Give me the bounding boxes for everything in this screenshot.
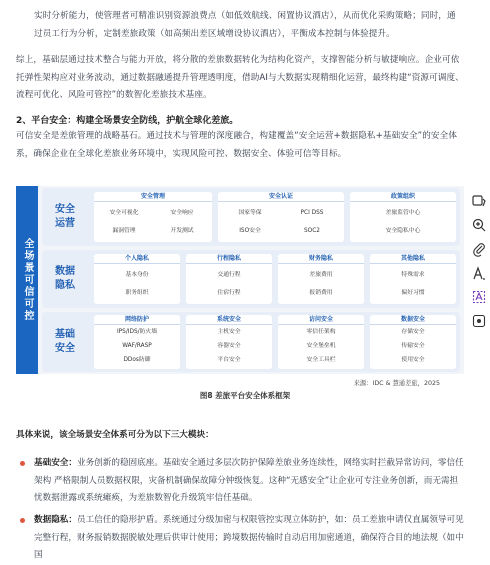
cell: 使用安全 bbox=[374, 355, 452, 367]
cell: 开发测试 bbox=[156, 226, 208, 238]
cell: 主机安全 bbox=[190, 327, 268, 339]
panel-finance-privacy: 财务隐私 差旅费用 报销费用 bbox=[278, 254, 364, 304]
section-heading-platform-security: 2、平台安全：构建全场景安全防线，护航全球化差旅。 bbox=[16, 116, 239, 126]
cell: 存储安全 bbox=[374, 327, 452, 339]
annotate-icon[interactable] bbox=[470, 288, 488, 306]
cell: 交通行程 bbox=[192, 270, 266, 282]
panel-other-privacy: 其他隐私 特殊需求 偏好习惯 bbox=[370, 254, 456, 304]
cell: SOC2 bbox=[284, 226, 340, 238]
ai-icon[interactable] bbox=[470, 312, 488, 330]
panel-trip-privacy: 行程隐私 交通行程 住宿行程 bbox=[186, 254, 272, 304]
cell: ISO安全 bbox=[222, 226, 278, 238]
cell: 职务组织 bbox=[100, 288, 174, 300]
side-label: 全场景可信可控 bbox=[16, 186, 38, 374]
panel-security-certification: 安全认证 国家等保 PCI DSS ISO安全 SOC2 bbox=[218, 192, 344, 242]
cell: 偏好习惯 bbox=[376, 288, 450, 300]
band-security-operations bbox=[42, 188, 460, 246]
cell: 差旅费用 bbox=[284, 270, 358, 282]
cell: 安全响应 bbox=[156, 208, 208, 220]
side-toolbar bbox=[468, 186, 490, 386]
panel-data-security: 数据安全 存储安全 传输安全 使用安全 bbox=[370, 315, 456, 369]
panel-network-protection: 网络防护 IPS/IDS/防火墙 WAF/RASP DDos防御 bbox=[94, 315, 180, 369]
list-item: 数据隐私：员工信任的隐形护盾。系统通过分级加密与权限管控实现立体防护，如：员工差旅申请仅直属领导可见完整行程，财务报销数据脱敏处理后供审计使用；跨境数据传输时自动启用加密通道，确保符合目的地法规（如中国 bbox=[34, 512, 464, 565]
cell: WAF/RASP bbox=[98, 341, 176, 353]
cell: 安全工具栏 bbox=[282, 355, 360, 367]
band-title: 基础 安全 bbox=[55, 329, 75, 354]
cell: 平台安全 bbox=[190, 355, 268, 367]
text-icon[interactable] bbox=[470, 264, 488, 282]
cell: 基本身份 bbox=[100, 270, 174, 282]
zoom-icon[interactable] bbox=[470, 216, 488, 234]
cell: 安全可视化 bbox=[98, 208, 150, 220]
paragraph-procurement: 实时分析能力，使管理者可精准识别资源浪费点（如低效航线、闲置协议酒店），从而优化采购策略；同时，通过员工行为分析，定制差旅政策（如高频出差区域增设协议酒店），平衡成本控制与体验提升。 bbox=[34, 11, 456, 39]
panel-access-security: 访问安全 零信任架构 安全堡垒机 安全工具栏 bbox=[278, 315, 364, 369]
cell: 安全堡垒机 bbox=[282, 341, 360, 353]
cell: PCI DSS bbox=[284, 208, 340, 220]
figure-source: 来源：IDC & 慧通差旅，2025 bbox=[353, 380, 440, 387]
cell: 零信任架构 bbox=[282, 327, 360, 339]
cell: DDos防御 bbox=[98, 355, 176, 367]
attach-icon[interactable] bbox=[470, 240, 488, 258]
cell: 特殊需求 bbox=[376, 270, 450, 282]
translate-icon[interactable] bbox=[470, 192, 488, 210]
list-item: 基础安全：业务创新的稳固底座。基础安全通过多层次防护保障差旅业务连续性，网络实时拦截异常访问，零信任架构 严格限制人员数据权限，灾备机制确保故障分钟级恢复。这种“无感安全”让企业可专注业务创新，而无需担忧数据泄露或系统瘫痪，为差旅数智化升级筑牢信任基础。 bbox=[34, 455, 464, 508]
band-title: 安全 运营 bbox=[55, 204, 75, 229]
panel-system-security: 系统安全 主机安全 容器安全 平台安全 bbox=[186, 315, 272, 369]
paragraph-trusted-security: 可信安全是差旅管理的战略基石。通过技术与管理的深度融合，构建覆盖“安全运营+数据隐私+基础安全”的安全体系，确保企业在全球化差旅业务环境中，实现风险可控、数据安全、体验可信等目标。 bbox=[16, 131, 458, 159]
cell: 国家等保 bbox=[222, 208, 278, 220]
cell: 住宿行程 bbox=[192, 288, 266, 300]
band-data-privacy bbox=[42, 250, 460, 308]
cell: 差旅监管中心 bbox=[358, 208, 448, 220]
cell: 漏洞管理 bbox=[98, 226, 150, 238]
band-basic-security bbox=[42, 312, 460, 372]
cell: 报销费用 bbox=[284, 288, 358, 300]
section-intro: 具体来说，该全场景安全体系可分为以下三大模块： bbox=[16, 430, 214, 440]
panel-personal-privacy: 个人隐私 基本身份 职务组织 bbox=[94, 254, 180, 304]
cell: 安全隐私中心 bbox=[358, 226, 448, 238]
cell: 容器安全 bbox=[190, 341, 268, 353]
paragraph-summary: 综上，基础层通过技术整合与能力开放，将分散的差旅数据转化为结构化资产，支撑智能分析与敏捷响应。企业可依托弹性架构应对业务波动，通过数据融通提升管理透明度，借助AI与大数据实现精细化运营，最终构建“资源可调度、流程可优化、风险可管控”的数智化差旅技术基座。 bbox=[16, 55, 464, 100]
figure-caption: 图8 差旅平台安全体系框架 bbox=[199, 391, 291, 400]
cell: IPS/IDS/防火墙 bbox=[98, 327, 176, 339]
panel-security-management: 安全管理 安全可视化 安全响应 漏洞管理 开发测试 bbox=[94, 192, 212, 242]
panel-policy-organization: 政策组织 差旅监管中心 安全隐私中心 bbox=[350, 192, 456, 242]
band-title: 数据 隐私 bbox=[55, 266, 75, 291]
cell: 传输安全 bbox=[374, 341, 452, 353]
security-framework-figure bbox=[16, 186, 464, 374]
